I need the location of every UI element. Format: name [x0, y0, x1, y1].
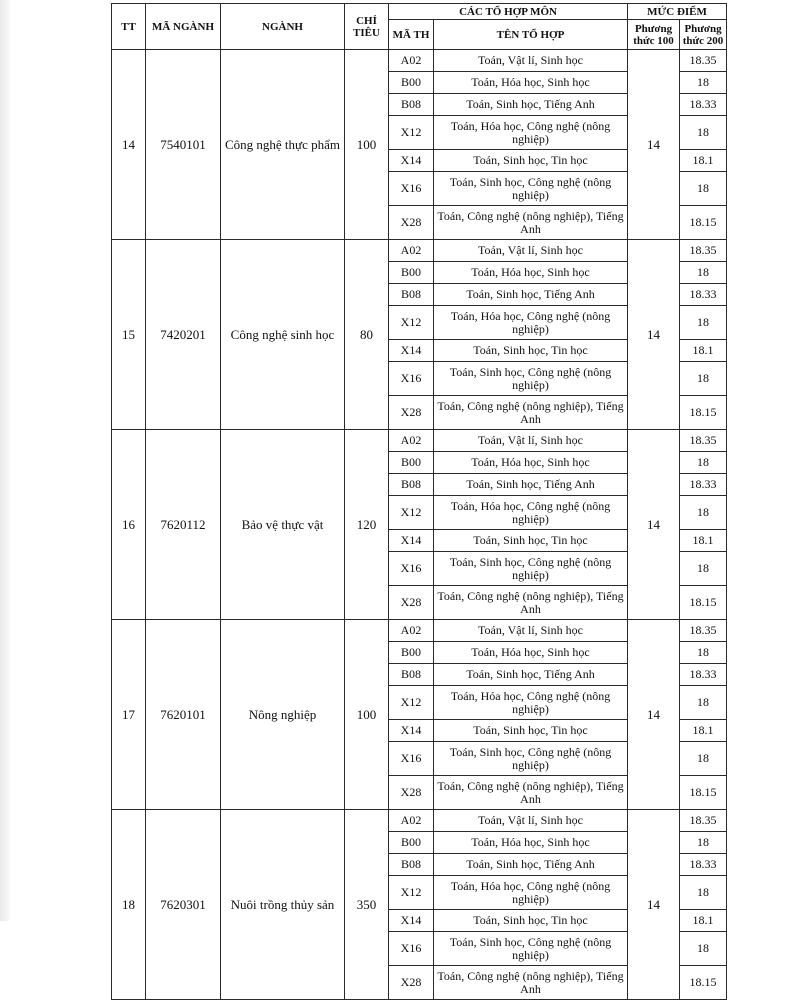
combo-name: Toán, Sinh học, Tiếng Anh: [434, 854, 628, 876]
score-method-200: 18.35: [680, 50, 727, 72]
score-method-200: 18.1: [680, 910, 727, 932]
score-method-100: 14: [628, 430, 680, 620]
table-row: [112, 810, 727, 832]
table-body: [112, 50, 727, 1000]
combo-name: Toán, Hóa học, Sinh học: [434, 72, 628, 94]
combo-code: X14: [389, 720, 434, 742]
combo-name: Toán, Sinh học, Tin học: [434, 720, 628, 742]
score-method-200: 18: [680, 452, 727, 474]
combo-name: Toán, Hóa học, Công nghệ (nông nghiệp): [434, 876, 628, 910]
combo-code: X12: [389, 686, 434, 720]
combo-code: A02: [389, 620, 434, 642]
admission-score-table: [111, 3, 727, 1000]
header-cac-to-hop-mon: CÁC TỔ HỢP MÔN: [389, 4, 628, 20]
score-method-100: 14: [628, 50, 680, 240]
combo-name: Toán, Công nghệ (nông nghiệp), Tiếng Anh: [434, 966, 628, 1000]
page-edge-shadow: [0, 0, 10, 921]
score-method-200: 18.35: [680, 620, 727, 642]
score-method-200: 18: [680, 686, 727, 720]
score-method-100: 14: [628, 240, 680, 430]
header-phuong-thuc-200: Phương thức 200: [680, 20, 727, 50]
combo-code: X14: [389, 910, 434, 932]
program-tt: 15: [112, 240, 146, 430]
table-header: [112, 4, 727, 50]
combo-code: X16: [389, 552, 434, 586]
score-method-200: 18.15: [680, 966, 727, 1000]
header-ma-nganh: MÃ NGÀNH: [146, 4, 221, 50]
score-method-200: 18.15: [680, 396, 727, 430]
header-phuong-thuc-100: Phương thức 100: [628, 20, 680, 50]
program-tt: 17: [112, 620, 146, 810]
score-method-200: 18.15: [680, 586, 727, 620]
header-chi-tieu: CHỈ TIÊU: [345, 4, 389, 50]
combo-code: A02: [389, 810, 434, 832]
score-method-200: 18: [680, 262, 727, 284]
table-row: [112, 240, 727, 262]
program-tt: 18: [112, 810, 146, 1000]
score-method-200: 18: [680, 742, 727, 776]
combo-code: B00: [389, 72, 434, 94]
combo-code: X12: [389, 876, 434, 910]
score-method-100: 14: [628, 620, 680, 810]
score-method-200: 18: [680, 642, 727, 664]
combo-name: Toán, Công nghệ (nông nghiệp), Tiếng Anh: [434, 586, 628, 620]
combo-code: B08: [389, 284, 434, 306]
score-method-200: 18.15: [680, 206, 727, 240]
program-tt: 16: [112, 430, 146, 620]
program-quota: 100: [345, 50, 389, 240]
combo-name: Toán, Sinh học, Tiếng Anh: [434, 664, 628, 686]
combo-code: X28: [389, 586, 434, 620]
score-method-200: 18.1: [680, 530, 727, 552]
score-method-200: 18: [680, 116, 727, 150]
combo-name: Toán, Sinh học, Công nghệ (nông nghiệp): [434, 742, 628, 776]
combo-code: A02: [389, 240, 434, 262]
score-method-200: 18.35: [680, 430, 727, 452]
score-method-200: 18.1: [680, 720, 727, 742]
header-ma-th: MÃ TH: [389, 20, 434, 50]
score-method-200: 18: [680, 72, 727, 94]
combo-name: Toán, Sinh học, Tiếng Anh: [434, 284, 628, 306]
combo-name: Toán, Công nghệ (nông nghiệp), Tiếng Anh: [434, 776, 628, 810]
header-ten-to-hop: TÊN TỔ HỢP: [434, 20, 628, 50]
score-method-200: 18.35: [680, 810, 727, 832]
combo-name: Toán, Hóa học, Sinh học: [434, 832, 628, 854]
combo-name: Toán, Hóa học, Công nghệ (nông nghiệp): [434, 306, 628, 340]
table-row: [112, 50, 727, 72]
score-method-200: 18.33: [680, 474, 727, 496]
combo-code: X28: [389, 776, 434, 810]
score-method-200: 18.15: [680, 776, 727, 810]
combo-code: B08: [389, 94, 434, 116]
combo-code: X16: [389, 172, 434, 206]
combo-name: Toán, Sinh học, Tin học: [434, 340, 628, 362]
combo-code: X12: [389, 306, 434, 340]
combo-code: B08: [389, 474, 434, 496]
combo-name: Toán, Hóa học, Sinh học: [434, 262, 628, 284]
program-code: 7420201: [146, 240, 221, 430]
combo-code: X28: [389, 396, 434, 430]
program-name: Công nghệ thực phẩm: [221, 50, 345, 240]
program-quota: 350: [345, 810, 389, 1000]
header-muc-diem: MỨC ĐIỂM: [628, 4, 727, 20]
score-method-200: 18: [680, 832, 727, 854]
table-row: [112, 430, 727, 452]
score-method-200: 18: [680, 496, 727, 530]
combo-code: A02: [389, 430, 434, 452]
combo-name: Toán, Sinh học, Công nghệ (nông nghiệp): [434, 932, 628, 966]
score-method-200: 18: [680, 306, 727, 340]
score-method-200: 18.33: [680, 94, 727, 116]
score-method-200: 18.1: [680, 150, 727, 172]
combo-name: Toán, Vật lí, Sinh học: [434, 430, 628, 452]
combo-name: Toán, Sinh học, Tin học: [434, 910, 628, 932]
table-row: [112, 620, 727, 642]
combo-code: B00: [389, 832, 434, 854]
combo-name: Toán, Sinh học, Công nghệ (nông nghiệp): [434, 552, 628, 586]
program-tt: 14: [112, 50, 146, 240]
combo-name: Toán, Sinh học, Tiếng Anh: [434, 94, 628, 116]
combo-name: Toán, Hóa học, Công nghệ (nông nghiệp): [434, 686, 628, 720]
combo-name: Toán, Sinh học, Tin học: [434, 530, 628, 552]
combo-name: Toán, Hóa học, Công nghệ (nông nghiệp): [434, 496, 628, 530]
combo-name: Toán, Vật lí, Sinh học: [434, 240, 628, 262]
score-method-200: 18: [680, 172, 727, 206]
combo-name: Toán, Hóa học, Sinh học: [434, 642, 628, 664]
combo-code: X16: [389, 742, 434, 776]
header-nganh: NGÀNH: [221, 4, 345, 50]
combo-name: Toán, Sinh học, Tiếng Anh: [434, 474, 628, 496]
combo-name: Toán, Công nghệ (nông nghiệp), Tiếng Anh: [434, 206, 628, 240]
score-method-200: 18.33: [680, 664, 727, 686]
score-method-200: 18: [680, 876, 727, 910]
program-code: 7620301: [146, 810, 221, 1000]
combo-code: B00: [389, 642, 434, 664]
score-method-200: 18.33: [680, 854, 727, 876]
combo-code: X14: [389, 340, 434, 362]
combo-name: Toán, Vật lí, Sinh học: [434, 50, 628, 72]
program-name: Bảo vệ thực vật: [221, 430, 345, 620]
combo-name: Toán, Vật lí, Sinh học: [434, 810, 628, 832]
combo-code: X28: [389, 966, 434, 1000]
combo-code: X14: [389, 530, 434, 552]
combo-name: Toán, Vật lí, Sinh học: [434, 620, 628, 642]
combo-code: X12: [389, 496, 434, 530]
program-name: Nông nghiệp: [221, 620, 345, 810]
combo-code: B00: [389, 262, 434, 284]
combo-name: Toán, Sinh học, Tin học: [434, 150, 628, 172]
combo-code: A02: [389, 50, 434, 72]
program-quota: 80: [345, 240, 389, 430]
score-method-200: 18.33: [680, 284, 727, 306]
combo-code: X12: [389, 116, 434, 150]
combo-code: B00: [389, 452, 434, 474]
program-quota: 120: [345, 430, 389, 620]
score-method-200: 18: [680, 932, 727, 966]
combo-code: X16: [389, 932, 434, 966]
program-code: 7620101: [146, 620, 221, 810]
score-method-200: 18: [680, 362, 727, 396]
combo-name: Toán, Sinh học, Công nghệ (nông nghiệp): [434, 362, 628, 396]
program-name: Công nghệ sinh học: [221, 240, 345, 430]
combo-code: B08: [389, 854, 434, 876]
combo-code: X14: [389, 150, 434, 172]
combo-code: X16: [389, 362, 434, 396]
score-method-200: 18.1: [680, 340, 727, 362]
score-method-200: 18: [680, 552, 727, 586]
score-method-100: 14: [628, 810, 680, 1000]
score-method-200: 18.35: [680, 240, 727, 262]
program-name: Nuôi trồng thủy sản: [221, 810, 345, 1000]
program-quota: 100: [345, 620, 389, 810]
combo-code: X28: [389, 206, 434, 240]
combo-name: Toán, Hóa học, Công nghệ (nông nghiệp): [434, 116, 628, 150]
program-code: 7620112: [146, 430, 221, 620]
combo-name: Toán, Sinh học, Công nghệ (nông nghiệp): [434, 172, 628, 206]
combo-code: B08: [389, 664, 434, 686]
program-code: 7540101: [146, 50, 221, 240]
combo-name: Toán, Công nghệ (nông nghiệp), Tiếng Anh: [434, 396, 628, 430]
combo-name: Toán, Hóa học, Sinh học: [434, 452, 628, 474]
header-tt: TT: [112, 4, 146, 50]
